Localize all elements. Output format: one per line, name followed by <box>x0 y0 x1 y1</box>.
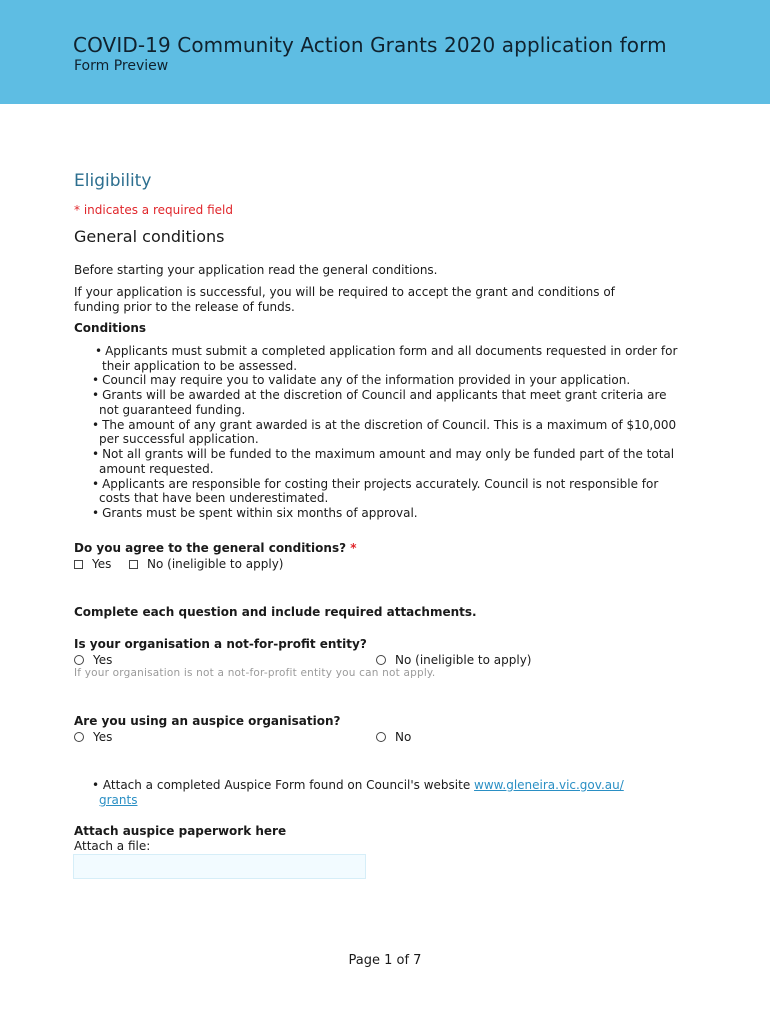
general-conditions-title: General conditions <box>74 227 225 246</box>
conditions-label: Conditions <box>74 321 147 335</box>
nfp-no-option[interactable] <box>376 653 531 667</box>
instructions-text: Complete each question and include required attachments. <box>74 605 477 619</box>
condition-item: • Not all grants will be funded to the maximum amount and may only be funded part of the total amount requested. <box>92 447 682 476</box>
form-header <box>0 0 770 104</box>
nfp-no-label: No (ineligible to apply) <box>395 653 532 667</box>
auspice-attach-instruction <box>92 778 624 793</box>
section-title: Eligibility <box>74 171 152 191</box>
not-for-profit-question: Is your organisation a not-for-profit entity? <box>74 637 367 651</box>
agree-no-checkbox[interactable] <box>129 560 138 569</box>
nfp-yes-option[interactable] <box>74 653 112 667</box>
page-number: Page 1 of 7 <box>348 953 422 968</box>
conditions-paragraph-line2: funding prior to the release of funds. <box>74 300 295 314</box>
agree-no-option[interactable] <box>129 557 283 571</box>
agree-question-text: Do you agree to the general conditions? <box>74 541 347 555</box>
condition-item: • Applicants must submit a completed application form and all documents requested in order for their application to be assessed. <box>92 344 682 373</box>
file-upload-field[interactable] <box>73 854 366 879</box>
agree-no-label: No (ineligible to apply) <box>147 557 284 571</box>
auspice-attach-text: Attach a completed Auspice Form found on Council's website <box>102 778 471 792</box>
council-website-link-end[interactable]: grants <box>99 793 138 807</box>
nfp-yes-label: Yes <box>93 653 113 667</box>
auspice-link-continued <box>99 793 137 808</box>
condition-item: • The amount of any grant awarded is at the discretion of Council. This is a maximum of $10,000 per successful application. <box>92 418 682 447</box>
conditions-list <box>92 344 682 521</box>
auspice-yes-radio[interactable] <box>74 732 84 742</box>
agree-yes-option[interactable] <box>74 557 111 571</box>
required-marker: * <box>350 541 357 555</box>
form-subtitle: Form Preview <box>74 58 169 74</box>
agree-yes-checkbox[interactable] <box>74 560 83 569</box>
nfp-no-radio[interactable] <box>376 655 386 665</box>
form-title: COVID-19 Community Action Grants 2020 application form <box>73 33 667 57</box>
auspice-no-option[interactable] <box>376 730 411 744</box>
auspice-yes-label: Yes <box>93 730 113 744</box>
agree-question <box>74 541 357 556</box>
auspice-yes-option[interactable] <box>74 730 112 744</box>
auspice-no-radio[interactable] <box>376 732 386 742</box>
agree-yes-label: Yes <box>92 557 112 571</box>
auspice-paperwork-label: Attach auspice paperwork here <box>74 824 287 838</box>
required-field-note: * indicates a required field <box>74 203 233 217</box>
condition-item: • Council may require you to validate any of the information provided in your application. <box>92 373 682 388</box>
conditions-paragraph-line1: If your application is successful, you will be required to accept the grant and conditions of <box>74 285 615 299</box>
bullet-icon: • <box>92 778 100 792</box>
nfp-hint: If your organisation is not a not-for-profit entity you can not apply. <box>74 667 436 679</box>
council-website-link[interactable]: www.gleneira.vic.gov.au/ <box>474 778 624 792</box>
attach-file-label: Attach a file: <box>74 839 151 853</box>
auspice-question: Are you using an auspice organisation? <box>74 714 341 728</box>
condition-item: • Grants will be awarded at the discretion of Council and applicants that meet grant criteria are not guaranteed funding. <box>92 388 682 417</box>
nfp-yes-radio[interactable] <box>74 655 84 665</box>
auspice-no-label: No <box>395 730 412 744</box>
intro-text: Before starting your application read the general conditions. <box>74 263 438 277</box>
condition-item: • Grants must be spent within six months of approval. <box>92 506 682 521</box>
condition-item: • Applicants are responsible for costing their projects accurately. Council is not responsible for costs that have been underestimated. <box>92 477 682 506</box>
